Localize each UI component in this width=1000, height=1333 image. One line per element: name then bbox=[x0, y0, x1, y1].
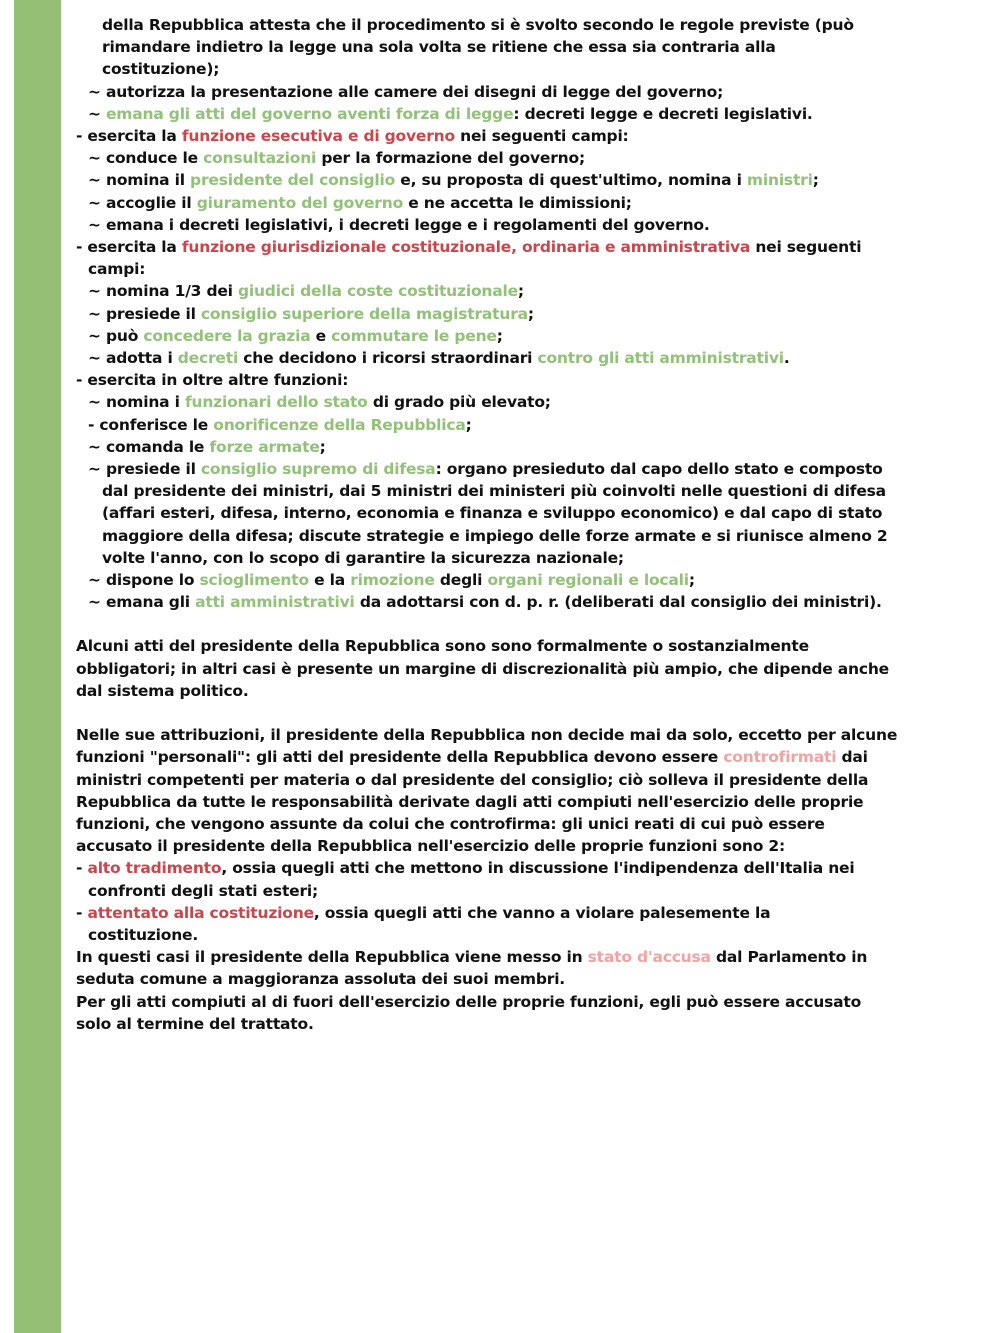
highlighted-term: funzione esecutiva e di governo bbox=[181, 127, 455, 146]
highlighted-term: rimozione bbox=[350, 571, 435, 590]
text-segment: e ne accetta le dimissioni; bbox=[403, 193, 632, 212]
text-segment: dal sistema politico. bbox=[76, 681, 249, 700]
text-line bbox=[76, 1013, 988, 1035]
text-segment: ~ comanda le bbox=[88, 437, 210, 456]
highlighted-term: forze armate bbox=[209, 437, 320, 456]
text-line bbox=[76, 724, 988, 746]
highlighted-term: controfirmati bbox=[723, 748, 837, 767]
highlighted-term: consiglio superiore della magistratura bbox=[200, 304, 528, 323]
text-segment: rimandare indietro la legge una sola volta se ritiene che essa sia contraria alla bbox=[102, 38, 776, 57]
highlighted-term: alto tradimento bbox=[87, 859, 222, 878]
text-segment: , ossia quegli atti che vanno a violare palesemente la bbox=[313, 903, 771, 922]
text-line bbox=[76, 236, 988, 258]
text-line bbox=[76, 125, 988, 147]
text-line bbox=[76, 280, 988, 302]
text-line bbox=[76, 991, 988, 1013]
text-line bbox=[76, 192, 988, 214]
text-line bbox=[76, 502, 988, 524]
highlighted-term: ministri bbox=[746, 171, 813, 190]
text-segment: Repubblica da tutte le responsabilità derivate dagli atti compiuti nell'esercizio delle proprie bbox=[76, 792, 864, 811]
text-segment: ; bbox=[319, 437, 326, 456]
text-segment: - esercita la bbox=[76, 127, 182, 146]
text-segment: - conferisce le bbox=[88, 415, 214, 434]
text-line bbox=[76, 36, 988, 58]
text-line bbox=[76, 813, 988, 835]
text-segment: campi: bbox=[88, 260, 146, 279]
text-segment: ~ autorizza la presentazione alle camere dei disegni di legge del governo; bbox=[88, 82, 724, 101]
highlighted-term: atti amministrativi bbox=[195, 593, 355, 612]
text-line bbox=[76, 746, 988, 768]
text-segment: e, su proposta di quest'ultimo, nomina i bbox=[395, 171, 747, 190]
text-line bbox=[76, 902, 988, 924]
text-line bbox=[76, 58, 988, 80]
text-segment: - esercita la bbox=[76, 238, 182, 257]
text-segment: che decidono i ricorsi straordinari bbox=[238, 349, 538, 368]
text-line bbox=[76, 924, 988, 946]
highlighted-term: giuramento del governo bbox=[196, 193, 404, 212]
text-line bbox=[76, 791, 988, 813]
highlighted-term: onorificenze della Repubblica bbox=[213, 415, 466, 434]
text-segment: accusato il presidente della Repubblica nell'esercizio delle proprie funzioni sono 2: bbox=[76, 837, 785, 856]
text-line bbox=[76, 591, 988, 613]
text-line bbox=[76, 169, 988, 191]
highlighted-term: decreti bbox=[177, 349, 239, 368]
text-line bbox=[76, 436, 988, 458]
text-segment: ~ presiede il bbox=[88, 460, 201, 479]
text-segment: ; bbox=[517, 282, 524, 301]
text-segment: ~ può bbox=[88, 326, 144, 345]
text-segment: ~ emana i decreti legislativi, i decreti legge e i regolamenti del governo. bbox=[88, 215, 710, 234]
text-segment: ; bbox=[812, 171, 819, 190]
text-line bbox=[76, 147, 988, 169]
highlighted-term: emana gli atti del governo aventi forza di legge bbox=[105, 104, 514, 123]
text-segment: (affari esteri, difesa, interno, economia e finanza e sviluppo economico) e dal capo di stato bbox=[102, 504, 883, 523]
text-segment: dal Parlamento in bbox=[710, 948, 868, 967]
text-segment: obbligatori; in altri casi è presente un margine di discrezionalità più ampio, che dipende anche bbox=[76, 659, 889, 678]
text-line bbox=[76, 103, 988, 125]
text-segment: ; bbox=[688, 571, 695, 590]
text-segment: : organo presieduto dal capo dello stato e composto bbox=[435, 460, 883, 479]
highlighted-term: funzionari dello stato bbox=[184, 393, 368, 412]
text-line bbox=[76, 391, 988, 413]
text-segment: ~ nomina 1/3 dei bbox=[88, 282, 238, 301]
text-segment: degli bbox=[434, 571, 488, 590]
text-segment: nei seguenti bbox=[750, 238, 862, 257]
text-segment: confronti degli stati esteri; bbox=[88, 881, 319, 900]
text-line bbox=[76, 547, 988, 569]
text-segment: ~ adotta i bbox=[88, 349, 178, 368]
text-line bbox=[76, 14, 988, 36]
text-segment: ~ nomina il bbox=[88, 171, 191, 190]
text-segment: Alcuni atti del presidente della Repubblica sono sono formalmente o sostanzialmente bbox=[76, 637, 809, 656]
text-segment: funzioni "personali": gli atti del presidente della Repubblica devono essere bbox=[76, 748, 724, 767]
text-segment: ministri competenti per materia o dal presidente del consiglio; ciò solleva il presidente della bbox=[76, 770, 869, 789]
text-segment: , ossia quegli atti che mettono in discussione l'indipendenza dell'Italia nei bbox=[221, 859, 855, 878]
text-segment: ~ accoglie il bbox=[88, 193, 197, 212]
text-segment: e bbox=[310, 326, 332, 345]
text-segment: costituzione. bbox=[88, 925, 199, 944]
green-sidebar bbox=[14, 0, 61, 1333]
text-segment: In questi casi il presidente della Repubblica viene messo in bbox=[76, 948, 588, 967]
paragraph-gap bbox=[76, 613, 988, 635]
text-line bbox=[76, 325, 988, 347]
text-line bbox=[76, 81, 988, 103]
text-segment: ; bbox=[527, 304, 534, 323]
text-segment: ~ dispone lo bbox=[88, 571, 200, 590]
text-segment: - bbox=[76, 903, 88, 922]
text-line bbox=[76, 258, 988, 280]
text-segment: - esercita in oltre altre funzioni: bbox=[76, 371, 349, 390]
text-segment: dai bbox=[836, 748, 868, 767]
highlighted-term: attentato alla costituzione bbox=[87, 903, 314, 922]
text-line bbox=[76, 769, 988, 791]
text-segment: seduta comune a maggioranza assoluta dei suoi membri. bbox=[76, 970, 565, 989]
text-line bbox=[76, 569, 988, 591]
highlighted-term: giudici della coste costituzionale bbox=[237, 282, 518, 301]
text-line bbox=[76, 635, 988, 657]
notes-page bbox=[76, 14, 988, 1035]
text-segment: volte l'anno, con lo scopo di garantire la sicurezza nazionale; bbox=[102, 548, 624, 567]
text-segment: solo al termine del trattato. bbox=[76, 1014, 314, 1033]
text-segment: dal presidente dei ministri, dai 5 ministri dei ministeri più coinvolti nelle questioni di difesa bbox=[102, 482, 886, 501]
text-line bbox=[76, 680, 988, 702]
highlighted-term: stato d'accusa bbox=[587, 948, 711, 967]
highlighted-term: funzione giurisdizionale costituzionale, ordinaria e amministrativa bbox=[181, 238, 751, 257]
highlighted-term: consultazioni bbox=[203, 149, 317, 168]
text-segment: Nelle sue attribuzioni, il presidente della Repubblica non decide mai da solo, eccetto per alcune bbox=[76, 726, 898, 745]
text-segment: della Repubblica attesta che il procedimento si è svolto secondo le regole previste (può bbox=[102, 16, 854, 34]
text-segment: : decreti legge e decreti legislativi. bbox=[513, 104, 813, 123]
text-line bbox=[76, 946, 988, 968]
highlighted-term: organi regionali e locali bbox=[487, 571, 689, 590]
text-line bbox=[76, 303, 988, 325]
text-segment: ~ nomina i bbox=[88, 393, 185, 412]
text-segment: ; bbox=[465, 415, 472, 434]
highlighted-term: concedere la grazia bbox=[143, 326, 311, 345]
text-segment: da adottarsi con d. p. r. (deliberati dal consiglio dei ministri). bbox=[354, 593, 882, 612]
highlighted-term: presidente del consiglio bbox=[190, 171, 396, 190]
text-segment: ; bbox=[496, 326, 503, 345]
text-line bbox=[76, 480, 988, 502]
text-segment: ~ conduce le bbox=[88, 149, 204, 168]
text-segment: funzioni, che vengono assunte da colui che controfirma: gli unici reati di cui può essere bbox=[76, 814, 825, 833]
text-segment: nei seguenti campi: bbox=[454, 127, 629, 146]
text-line bbox=[76, 414, 988, 436]
text-line bbox=[76, 857, 988, 879]
text-line bbox=[76, 525, 988, 547]
highlighted-term: commutare le pene bbox=[331, 326, 497, 345]
text-segment: e la bbox=[308, 571, 351, 590]
text-segment: maggiore della difesa; discute strategie e impiego delle forze armate e si riunisce almeno 2 bbox=[102, 526, 888, 545]
text-segment: ~ presiede il bbox=[88, 304, 201, 323]
highlighted-term: scioglimento bbox=[199, 571, 309, 590]
text-segment: per la formazione del governo; bbox=[316, 149, 585, 168]
text-line bbox=[76, 968, 988, 990]
text-line bbox=[76, 347, 988, 369]
paragraph-gap bbox=[76, 702, 988, 724]
highlighted-term: contro gli atti amministrativi bbox=[537, 349, 784, 368]
text-line bbox=[76, 369, 988, 391]
text-segment: ~ bbox=[88, 104, 106, 123]
text-line bbox=[76, 214, 988, 236]
text-segment: . bbox=[783, 349, 790, 368]
text-segment: di grado più elevato; bbox=[367, 393, 551, 412]
highlighted-term: consiglio supremo di difesa bbox=[200, 460, 436, 479]
text-segment: costituzione); bbox=[102, 60, 220, 79]
text-line bbox=[76, 658, 988, 680]
text-segment: Per gli atti compiuti al di fuori dell'esercizio delle proprie funzioni, egli può essere accusato bbox=[76, 992, 862, 1011]
text-segment: ~ emana gli bbox=[88, 593, 196, 612]
text-segment: - bbox=[76, 859, 88, 878]
text-line bbox=[76, 880, 988, 902]
text-line bbox=[76, 458, 988, 480]
text-line bbox=[76, 835, 988, 857]
